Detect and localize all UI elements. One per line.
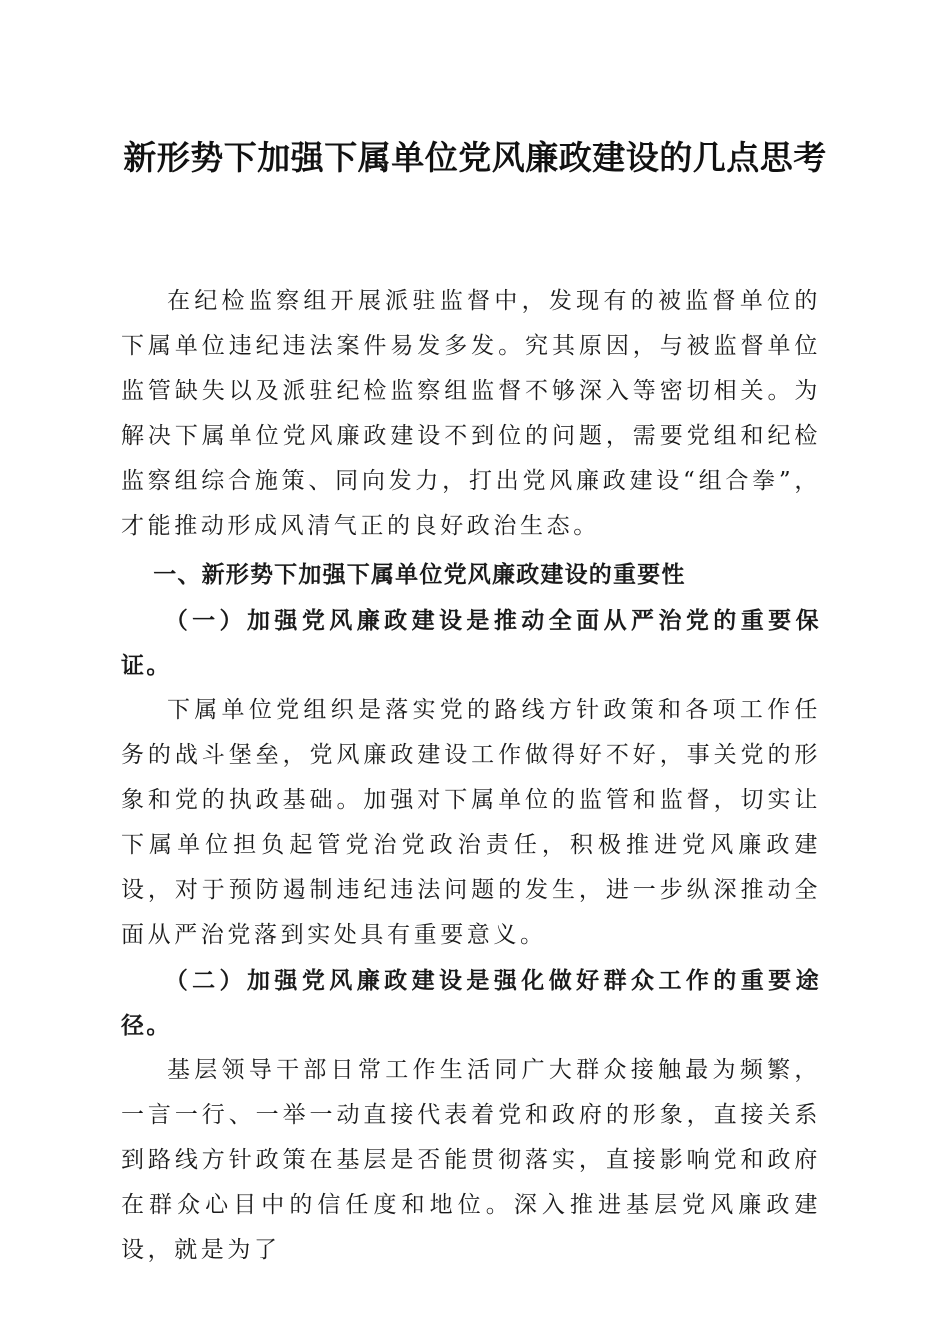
subsection-heading-2: （二）加强党风廉政建设是强化做好群众工作的重要途径。 [121,967,821,1039]
section-heading-1: 一、新形势下加强下属单位党风廉政建设的重要性 [153,562,686,588]
intro-paragraph: 在纪检监察组开展派驻监督中，发现有的被监督单位的下属单位违纪违法案件易发多发。究其原因，与被监督单位监管缺失以及派驻纪检监察组监督不够深入等密切相关。为解决下属单位党风廉政建设不到位的问题，需要党组和纪检监察组综合施策、同向发力，打出党风廉政建设“组合拳”，才能推动形成风清气正的良好政治生态。 [121,288,821,539]
subsection-paragraph-1: 下属单位党组织是落实党的路线方针政策和各项工作任务的战斗堡垒，党风廉政建设工作做得好不好，事关党的形象和党的执政基础。加强对下属单位的监管和监督，切实让下属单位担负起管党治党政治责任，积极推进党风廉政建设，对于预防遏制违纪违法问题的发生，进一步纵深推动全面从严治党落到实处具有重要意义。 [121,697,821,948]
subsection-heading-1: （一）加强党风廉政建设是推动全面从严治党的重要保证。 [121,607,821,679]
subsection-paragraph-2: 基层领导干部日常工作生活同广大群众接触最为频繁，一言一行、一举一动直接代表着党和政府的形象，直接关系到路线方针政策在基层是否能贯彻落实，直接影响党和政府在群众心目中的信任度和地位。深入推进基层党风廉政建设，就是为了 [121,1057,821,1263]
document-body [121,279,821,1273]
document-title: 新形势下加强下属单位党风廉政建设的几点思考 [123,138,827,177]
